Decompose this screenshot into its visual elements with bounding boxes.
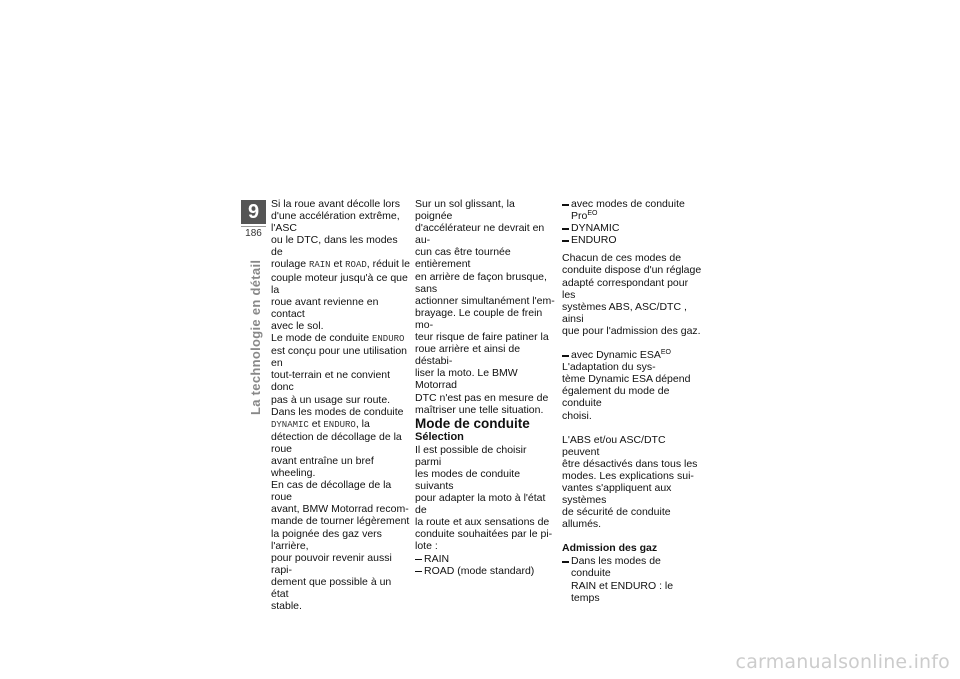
chapter-title-text: La technologie en détail xyxy=(248,259,263,415)
text-line: en arrière de façon brusque, sans xyxy=(415,270,547,295)
page-number: 186 xyxy=(241,226,266,239)
text-line: actionner simultanément l'em- xyxy=(415,294,555,307)
text-line: de sécurité de conduite allumés. xyxy=(562,506,671,531)
chapter-number-badge: 9 xyxy=(241,200,266,224)
text-line: également du mode de conduite xyxy=(562,385,670,410)
text-line: adapté correspondant pour les xyxy=(562,276,689,301)
column-3 xyxy=(562,198,702,604)
text-line: cun cas être tournée entièrement xyxy=(415,246,511,271)
text-line: Il est possible de choisir parmi xyxy=(415,443,527,468)
text-line: dement que possible à un état xyxy=(271,575,392,600)
text-line: conduite souhaitées par le pi- xyxy=(415,528,553,541)
text-fragment: , réduit le xyxy=(366,258,410,271)
list-item: DYNAMIC xyxy=(562,222,702,234)
text-line-with-modes xyxy=(271,258,411,271)
text-line: mande de tourner légèrement xyxy=(271,515,410,528)
text-line: vantes s'appliquent aux systèmes xyxy=(562,481,672,507)
text-line: d'accélérateur ne devrait en au- xyxy=(415,222,545,247)
text-line: roue avant revienne en contact xyxy=(271,295,379,320)
column-2 xyxy=(415,198,555,577)
mode-label-road: ROAD xyxy=(345,260,367,271)
text-line: Si la roue avant décolle lors xyxy=(271,198,400,210)
text-fragment: et xyxy=(330,258,346,271)
text-line: la route et aux sensations de xyxy=(415,516,550,529)
subsection-heading: Admission des gaz xyxy=(562,542,658,555)
text-line: les modes de conduite suivants xyxy=(415,467,521,492)
mode-label-enduro: ENDURO xyxy=(323,419,356,430)
text-line: tème Dynamic ESA dépend xyxy=(562,373,691,386)
text-line: maîtriser une telle situation. xyxy=(415,403,544,416)
text-line: que pour l'admission des gaz. xyxy=(562,324,701,337)
text-line: pour adapter la moto à l'état de xyxy=(415,492,546,517)
list-item xyxy=(562,349,702,361)
list-item-text: avec Dynamic ESA xyxy=(571,349,661,362)
text-line: DTC n'est pas en mesure de xyxy=(415,391,549,404)
text-line: d'une accélération extrême, l'ASC xyxy=(271,210,400,235)
text-line: lote : xyxy=(415,540,438,553)
text-line: teur risque de faire patiner la xyxy=(415,331,549,344)
text-line: En cas de décollage de la roue xyxy=(271,479,392,504)
text-line: L'adaptation du sys- xyxy=(562,361,656,374)
optional-equipment-mark: EO xyxy=(587,210,598,218)
mode-label-dynamic: DYNAMIC xyxy=(271,419,309,430)
text-line: modes. Les explications sui- xyxy=(562,469,694,482)
mode-label-enduro: ENDURO xyxy=(372,334,405,345)
text-line: L'ABS et/ou ASC/DTC peuvent xyxy=(562,433,666,458)
section-heading: Mode de conduite xyxy=(415,415,530,431)
list-item: Dans les modes de conduite xyxy=(562,555,702,579)
subsection-heading: Sélection xyxy=(415,430,464,443)
list-item: ROAD (mode standard) xyxy=(415,565,555,577)
text-line: choisi. xyxy=(562,409,592,422)
text-line-with-mode xyxy=(271,332,411,345)
text-line: être désactivés dans tous les xyxy=(562,457,698,470)
text-line: stable. xyxy=(271,600,302,613)
text-line: liser la moto. Le BMW Motorrad xyxy=(415,367,518,392)
text-line: la poignée des gaz vers l'arrière, xyxy=(271,527,382,552)
text-line: conduite dispose d'un réglage xyxy=(562,264,702,277)
list-item-continuation: RAIN et ENDURO : le temps xyxy=(571,579,674,604)
text-line: Chacun de ces modes de xyxy=(562,252,682,265)
text-line: brayage. Le couple de frein mo- xyxy=(415,306,543,331)
list-item: RAIN xyxy=(415,553,555,565)
text-line: ou le DTC, dans les modes de xyxy=(271,234,398,259)
text-fragment: roulage xyxy=(271,258,309,271)
text-line: avant, BMW Motorrad recom- xyxy=(271,503,409,516)
text-fragment: Le mode de conduite xyxy=(271,332,372,345)
list-item-text: avec modes de conduite Pro xyxy=(571,198,685,223)
text-line-with-modes xyxy=(271,418,411,431)
text-line: pour pouvoir revenir aussi rapi- xyxy=(271,551,392,576)
mode-label-rain: RAIN xyxy=(308,260,331,271)
column-1 xyxy=(271,198,411,612)
optional-equipment-mark: EO xyxy=(660,349,671,357)
text-line: Dans les modes de conduite xyxy=(271,405,404,418)
text-line: avec le sol. xyxy=(271,319,324,332)
watermark-text: carmanualsonline.info xyxy=(735,651,950,673)
text-line: Sur un sol glissant, la poignée xyxy=(415,198,515,223)
list-item xyxy=(562,198,702,222)
text-line: pas à un usage sur route. xyxy=(271,393,391,406)
text-line: tout-terrain et ne convient donc xyxy=(271,369,391,394)
text-line: est conçu pour une utilisation en xyxy=(271,345,408,370)
text-line: roue arrière et ainsi de déstabi- xyxy=(415,343,521,368)
chapter-title-vertical xyxy=(248,260,263,415)
text-line: couple moteur jusqu'à ce que la xyxy=(271,271,408,296)
text-line: avant entraîne un bref wheeling. xyxy=(271,454,374,480)
text-fragment: et xyxy=(308,417,324,430)
text-line: détection de décollage de la roue xyxy=(271,430,402,455)
text-line: systèmes ABS, ASC/DTC , ainsi xyxy=(562,300,687,325)
list-item: ENDURO xyxy=(562,234,702,246)
text-fragment: , la xyxy=(355,417,370,430)
